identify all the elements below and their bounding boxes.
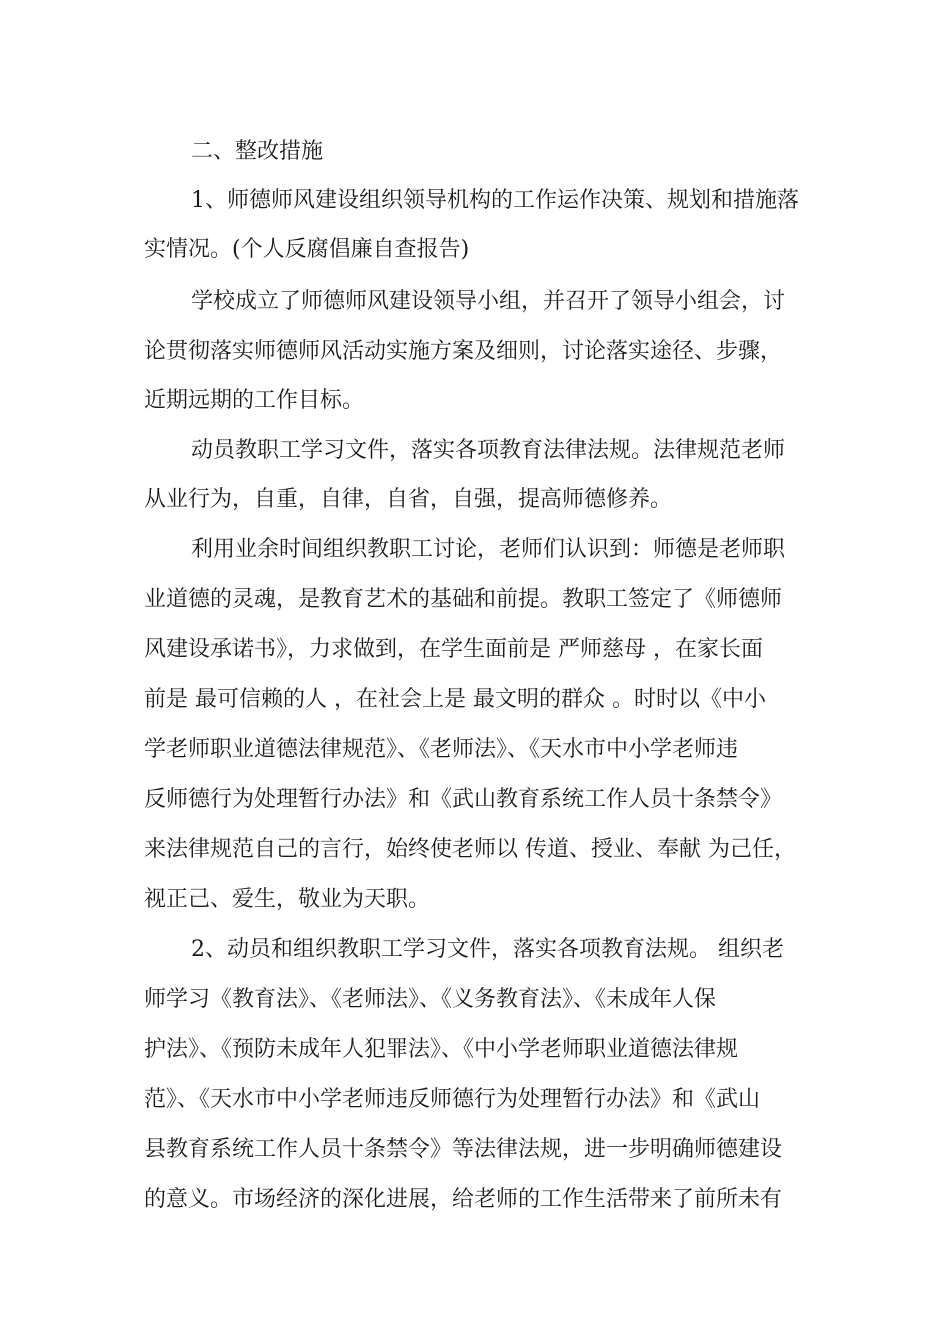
paragraph-line: 反师德行为处理暂行办法》和《武山教育系统工作人员十条禁令》 xyxy=(144,787,783,812)
section-heading: 二、整改措施 xyxy=(191,139,324,164)
paragraph-line: 风建设承诺书》，力求做到，在学生面前是 严师慈母 ，在家长面 xyxy=(144,637,763,662)
paragraph-line: 范》、《天水市中小学老师违反师德行为处理暂行办法》和《武山 xyxy=(144,1087,761,1112)
paragraph-line: 2、动员和组织教职工学习文件，落实各项教育法规。 组织老 xyxy=(191,937,784,962)
paragraph-line: 利用业余时间组织教职工讨论，老师们认识到：师德是老师职 xyxy=(191,537,786,562)
paragraph-line: 学老师职业道德法律规范》、《老师法》、《天水市中小学老师违 xyxy=(144,737,739,762)
paragraph-line: 业道德的灵魂，是教育艺术的基础和前提。教职工签定了《师德师 xyxy=(144,587,783,612)
paragraph-line: 动员教职工学习文件，落实各项教育法律法规。法律规范老师 xyxy=(191,438,786,463)
paragraph-line: 的意义。市场经济的深化进展，给老师的工作生活带来了前所未有 xyxy=(144,1187,783,1212)
paragraph-line: 来法律规范自己的言行，始终使老师以 传道、授业、奉献 为己任， xyxy=(144,837,796,862)
paragraph-line: 视正己、爱生，敬业为天职。 xyxy=(144,887,431,912)
paragraph-line: 师学习《教育法》、《老师法》、《义务教育法》、《未成年人保 xyxy=(144,987,717,1012)
paragraph-line: 近期远期的工作目标。 xyxy=(144,388,365,413)
paragraph-line: 学校成立了师德师风建设领导小组，并召开了领导小组会，讨 xyxy=(191,289,786,314)
paragraph-line: 护法》、《预防未成年人犯罪法》、《中小学老师职业道德法律规 xyxy=(144,1037,739,1062)
paragraph-line: 1、师德师风建设组织领导机构的工作运作决策、规划和措施落 xyxy=(191,188,799,213)
paragraph-line: 论贯彻落实师德师风活动实施方案及细则，讨论落实途径、步骤， xyxy=(144,339,783,364)
paragraph-line: 前是 最可信赖的人 ，在社会上是 最文明的群众 。时时以《中小 xyxy=(144,687,766,712)
paragraph-line: 从业行为，自重，自律，自省，自强，提高师德修养。 xyxy=(144,487,673,512)
paragraph-line: 县教育系统工作人员十条禁令》等法律法规，进一步明确师德建设 xyxy=(144,1137,783,1162)
paragraph-line: 实情况。(个人反腐倡廉自查报告) xyxy=(144,237,470,262)
